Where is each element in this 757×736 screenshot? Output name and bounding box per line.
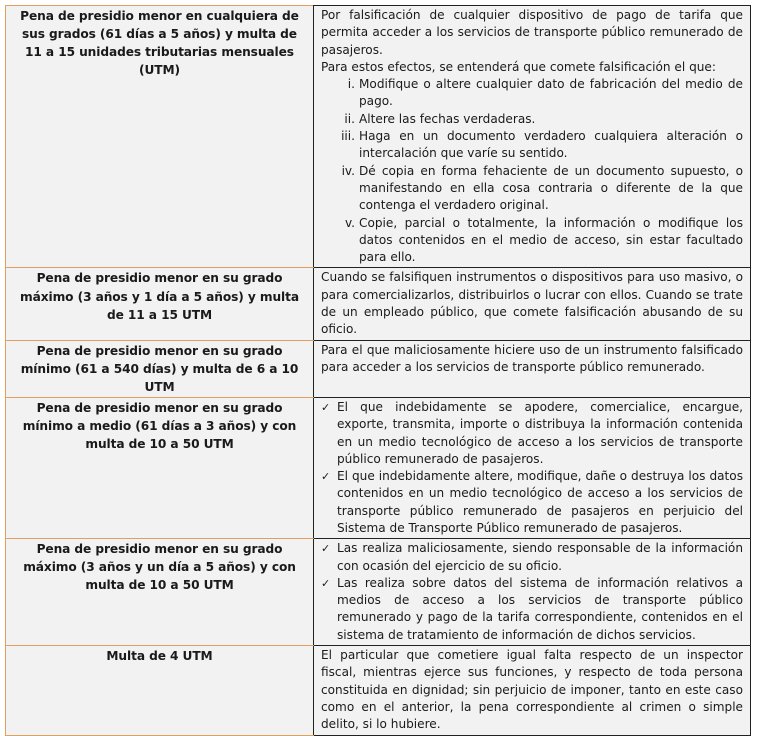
list-text: Altere las fechas verdaderas. bbox=[359, 111, 536, 126]
list-text: El que indebidamente altere, modifique, dañe o destruya los datos contenidos en un medio tecnológico de acceso a los servicios de transporte público remunerado de pasajeros en perjuicio del Sistema de Transporte Público remunerado de pasajeros. bbox=[337, 469, 743, 535]
check-icon: ✓ bbox=[321, 470, 331, 484]
list-text: Copie, parcial o totalmente, la información o modifique los datos contenidos en el medio de acceso, sin estar facultado para ello. bbox=[359, 215, 743, 265]
penalty-cell: Multa de 4 UTM bbox=[6, 646, 314, 735]
description-intro: Por falsificación de cualquier dispositivo de pago de tarifa que permita acceder a los servicios de transporte público remunerado de pasajeros. bbox=[321, 8, 743, 57]
list-text: Modifique o altere cualquier dato de fabricación del medio de pago. bbox=[359, 77, 743, 109]
description-cell: El particular que cometiere igual falta respecto de un inspector fiscal, mientras ejerce sus funciones, y respecto de toda persona constituida en dignidad; sin perjuicio de imponer, tanto en este caso como en el anterior, la pena correspondiente al crimen o simple delito, si lo hubiere. bbox=[314, 646, 751, 735]
check-list bbox=[321, 540, 743, 644]
penalty-cell: Pena de presidio menor en su grado mínimo (61 a 540 días) y multa de 6 a 10 UTM bbox=[6, 340, 314, 397]
list-number: iv. bbox=[341, 163, 355, 178]
list-number: v. bbox=[344, 215, 355, 230]
penalty-cell: Pena de presidio menor en cualquiera de sus grados (61 días a 5 años) y multa de 11 a 15 unidades tributarias mensuales (UTM) bbox=[6, 6, 314, 268]
penalty-cell: Pena de presidio menor en su grado mínimo a medio (61 días a 3 años) y con multa de 10 a 50 UTM bbox=[6, 397, 314, 538]
list-item bbox=[321, 575, 743, 644]
list-number: iii. bbox=[341, 129, 355, 144]
list-item bbox=[344, 111, 743, 128]
description-cell bbox=[314, 6, 751, 268]
list-item bbox=[321, 468, 743, 537]
table-row bbox=[6, 268, 751, 340]
description-cell bbox=[314, 397, 751, 538]
penalty-cell: Pena de presidio menor en su grado máximo (3 años y un día a 5 años) y con multa de 10 a 50 UTM bbox=[6, 539, 314, 646]
list-number: i. bbox=[347, 77, 355, 92]
check-icon: ✓ bbox=[321, 576, 331, 590]
list-item bbox=[344, 215, 743, 267]
description-cell bbox=[314, 539, 751, 646]
check-list bbox=[321, 399, 743, 537]
list-text: Haga en un documento verdadero cualquiera alteración o intercalación que varíe su sentido. bbox=[359, 129, 743, 161]
check-icon: ✓ bbox=[321, 400, 331, 414]
list-item bbox=[341, 163, 743, 215]
description-intro-2: Para estos efectos, se entenderá que comete falsificación el que: bbox=[321, 59, 716, 74]
description-cell: Cuando se falsifiquen instrumentos o dispositivos para uso masivo, o para comercializarlos, distribuirlos o lucrar con ellos. Cuando se trate de un empleado público, que comete falsificación abusando de su oficio. bbox=[314, 268, 751, 340]
penalties-table bbox=[5, 5, 751, 736]
table-row bbox=[6, 646, 751, 735]
roman-list bbox=[321, 76, 743, 266]
list-number: ii. bbox=[344, 111, 355, 126]
table-row bbox=[6, 539, 751, 646]
list-text: Las realiza sobre datos del sistema de información relativos a medios de acceso a los servicios de transporte público remunerado y pago de la tarifa correspondiente, contenidos en el sistema de tratamiento de información de dichos servicios. bbox=[337, 575, 743, 642]
list-item bbox=[321, 399, 743, 468]
list-item bbox=[321, 540, 743, 575]
table-row bbox=[6, 397, 751, 538]
check-icon: ✓ bbox=[321, 542, 331, 556]
list-text: Las realiza maliciosamente, siendo responsable de la información con ocasión del ejercicio de su oficio. bbox=[337, 541, 743, 573]
table-row bbox=[6, 340, 751, 397]
list-text: El que indebidamente se apodere, comercialice, encargue, exporte, transmita, importe o distribuya la información contenida en un medio tecnológico de acceso a los servicios de transporte público remunerado de pasajeros. bbox=[337, 399, 743, 466]
list-item bbox=[341, 128, 743, 163]
table-row bbox=[6, 6, 751, 268]
list-text: Dé copia en forma fehaciente de un documento supuesto, o manifestando en ella cosa contraria o diferente de la que contenga el verdadero original. bbox=[359, 163, 743, 213]
penalty-cell: Pena de presidio menor en su grado máximo (3 años y 1 día a 5 años) y multa de 11 a 15 UTM bbox=[6, 268, 314, 340]
description-cell: Para el que maliciosamente hiciere uso de un instrumento falsificado para acceder a los servicios de transporte público remunerado. bbox=[314, 340, 751, 397]
list-item bbox=[347, 76, 743, 111]
